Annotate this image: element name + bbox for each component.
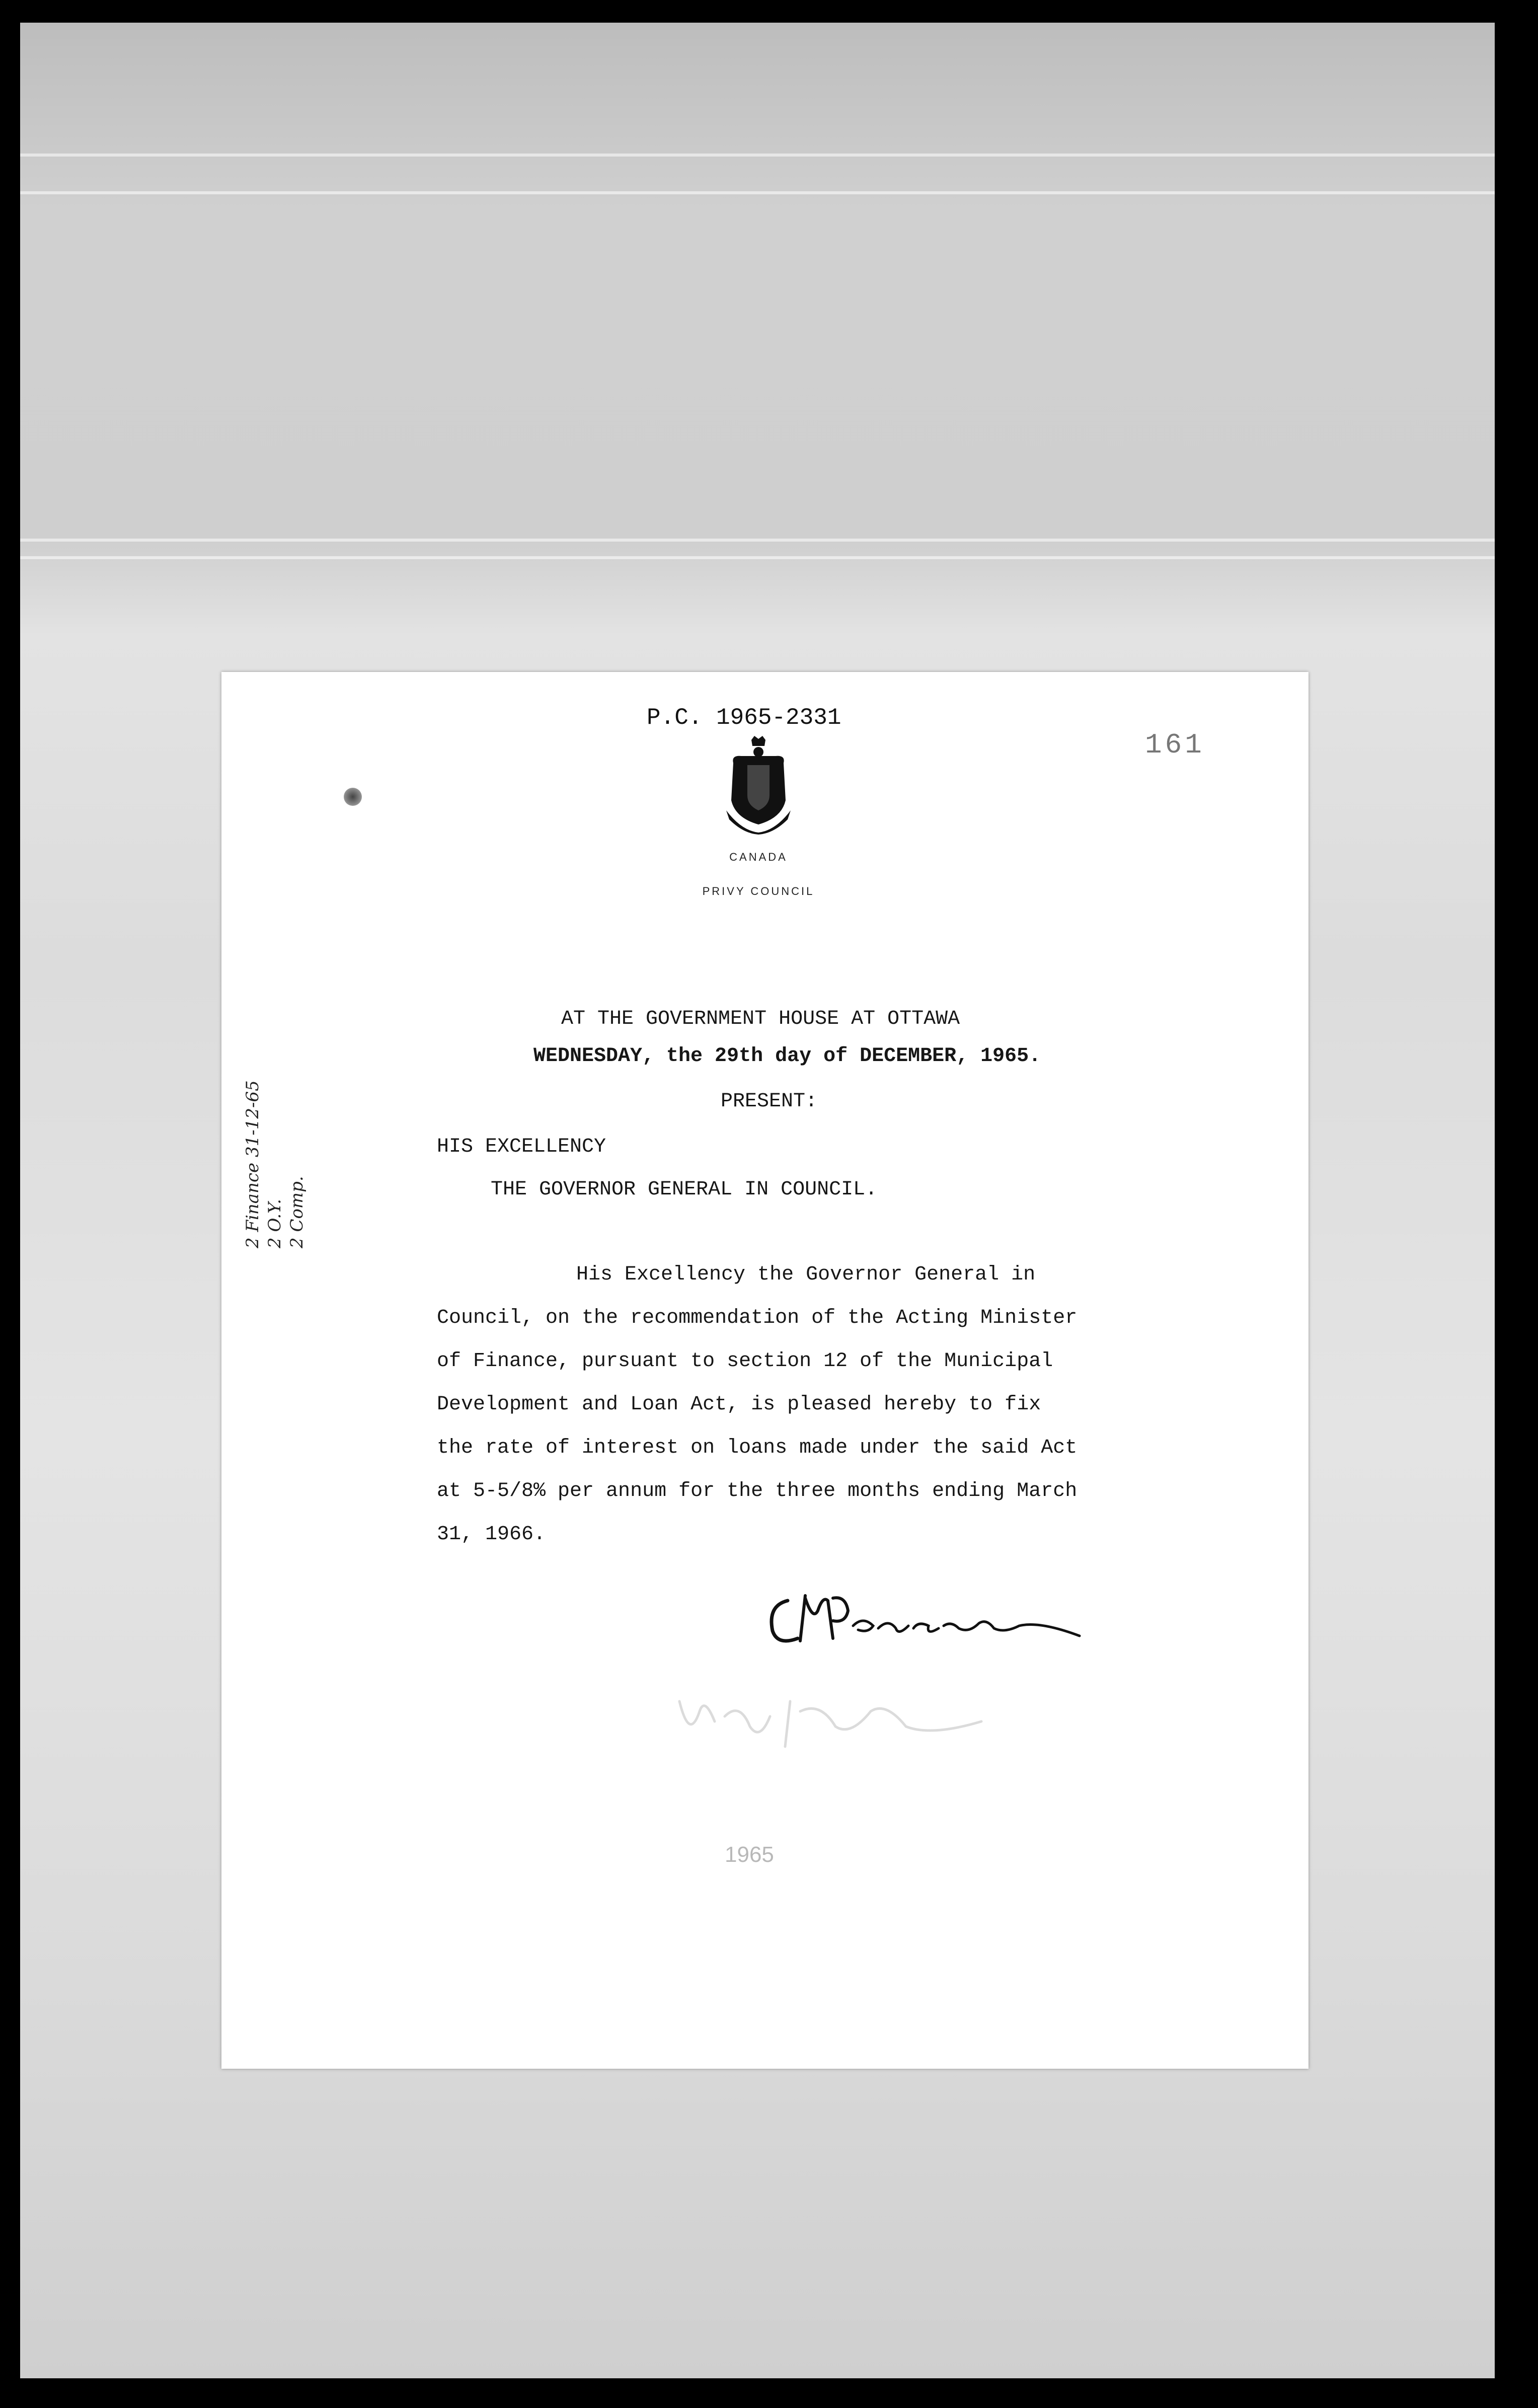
date-line: WEDNESDAY, the 29th day of DECEMBER, 1965. xyxy=(533,1045,1041,1068)
order-number: P.C. 1965-2331 xyxy=(647,705,841,731)
faint-signature xyxy=(669,1681,1002,1757)
crest-label-canada: CANADA xyxy=(729,851,788,863)
addressee-line-1: HIS EXCELLENCY xyxy=(437,1136,606,1158)
scan-band xyxy=(20,539,1495,542)
crest-label-privy-council: PRIVY COUNCIL xyxy=(702,885,815,897)
margin-note: 2 Finance 31-12-65 xyxy=(243,1080,263,1248)
body-line: 31, 1966. xyxy=(437,1523,546,1546)
margin-note: 2 Comp. xyxy=(287,1176,307,1248)
scan-band xyxy=(20,556,1495,559)
coat-of-arms-icon xyxy=(721,735,796,836)
faint-date-stamp: 1965 xyxy=(725,1842,774,1867)
location-line: AT THE GOVERNMENT HOUSE AT OTTAWA xyxy=(561,1008,960,1030)
body-line: Development and Loan Act, is pleased hereby to fix xyxy=(437,1393,1041,1416)
margin-note: 2 O.Y. xyxy=(265,1199,285,1248)
body-line: His Excellency the Governor General in xyxy=(576,1263,1036,1286)
margin-annotation xyxy=(242,987,312,1248)
scan-band xyxy=(20,191,1495,194)
body-line: of Finance, pursuant to section 12 of the Municipal xyxy=(437,1350,1053,1373)
addressee-line-2: THE GOVERNOR GENERAL IN COUNCIL. xyxy=(491,1178,878,1201)
body-line: at 5-5/8% per annum for the three months ending March xyxy=(437,1480,1078,1502)
scan-band xyxy=(20,154,1495,157)
body-line: Council, on the recommendation of the Acting Minister xyxy=(437,1307,1078,1329)
body-line: the rate of interest on loans made under the said Act xyxy=(437,1437,1078,1459)
signature-pearson xyxy=(757,1581,1110,1651)
punch-hole xyxy=(344,788,362,806)
present-label: PRESENT: xyxy=(721,1090,818,1113)
page-number-stamp: 161 xyxy=(1145,729,1205,761)
